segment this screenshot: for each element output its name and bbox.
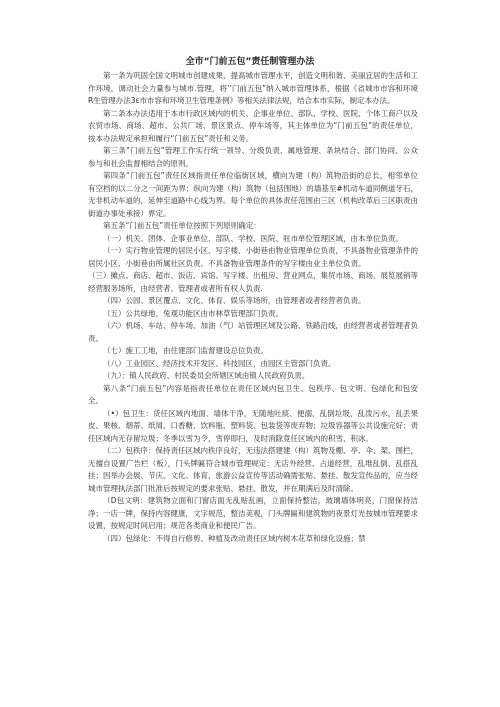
paragraph-item: （六）机场、车站、停车场、加油（气）站管理区域及公路、铁路沿线，由经营者或者管理者负责。 xyxy=(88,321,418,343)
paragraph-item: （五）公共绿地、兔观功能区由市林草管理部门负责。 xyxy=(103,308,283,318)
paragraph-item: （三）摊点、商店、超市、饭店、宾馆、写字楼、出租房、营业网点、集贸市场、商场、展览展销等经营服务场所，由经营者、管理者或者所有权人负责. xyxy=(88,271,418,293)
paragraph-item: （八）工业园区、经济技术开发区、科技园区，由园区主管部门负责。 xyxy=(103,358,336,368)
document-body xyxy=(88,70,418,545)
paragraph-item: （一）机关、团体、企事业单位、部队、学校、医院、驻市单位管理区域，由本单位负责。 xyxy=(103,233,403,243)
paragraph-item-civility: （D包文明：建筑物立面和门窗店面无乱贴乱画，立面保持整洁，玻璃墙体明亮，门窗保持洁净；一店一牌，保持内容健康，文字规范，整洁美观，门头牌匾和建筑物的夜景灯光按城市管理要求设置，按规定时间启用；规范各类商业和便民广告。 xyxy=(88,496,418,530)
paragraph-article-5: 第五条“门前五包”责任单位按照下列原则确定： xyxy=(103,221,261,230)
paragraph-article-2: 第二条本办法适用于本市行政区域内的机关、企事业单位、部队、学校、医院、个体工商户以及农贸市场、商场、超市、公共厂场、景区景点、停车场等，其主体单位为“门前五包”的责任单位，按本办法规定承担和履行“门前五包”责任和义务。 xyxy=(88,108,418,143)
paragraph-item: （九）：镇人民政府、村民委员会所辖区域由镇人民政府负责。 xyxy=(103,371,310,380)
paragraph-article-1: 第一条为巩固全国文明城市创建成果，提高城市管理水平，创造文明和谐、美丽宜居的生活和工作环境，调动社会力量参与城市.管理，将‘’门前五包”纳入城市管理体系，根据《省城市市容和环境R生管理办法3ε市市容和环境卫生管理条例》等相关法律法规，结合本市实际，制定本办法。 xyxy=(88,71,418,105)
paragraph-item-hygiene: （•）包卫生：货任区域内地面、墙体干净，无随地吐痰、便溺，乱倒垃圾、乱泼污水，乱丢果皮、果核、烟蒂、纸屑、口香糖、饮料瓶、塑料袋、包装袋等废弃物；垃圾容器等公共设施完好；责任区域内无存留垃圾；冬季以雪为令，雪停即扫，及时消除竟任区域内的积雪、积冰。 xyxy=(88,408,418,443)
paragraph-item-order: （二）包秩序：保持责任区域内秩序良好，无违法搭建建（构）筑物及棚、亭、伞、架、围栏，无擅自设置广告栏（板），门头牌匾符合城市管理规定：无店外经营、占道经营，乱堆乱倒、乱搭乱挂；因举办会展、节庆、文化、体育、旅游公益宣传等活动确需张贴、悬挂、散发宣传品的，应当经城市管理执法部门批准后按规定的要求张贴、悬挂、散发，并在期满后及时清除。 xyxy=(88,446,418,493)
paragraph-item: （四）公园、景区覆点、文化、体育、娱乐等场所，由管理者或者经营者负责。 xyxy=(103,296,366,305)
document-title: 全市“门前五包”责任制管理办法 xyxy=(185,57,315,67)
paragraph-article-4: 第四条“门前五包”责任区域指责任单位临街区域，横向为建（构）筑物沿街的总长，相邻单位有空档的以二分之一间距为界；纵向为建（构）筑物（包括围地）的墙基至#机动车道同侧道牙石，无非机动车道的，延伸至道路中心线为界。每个单位的具体责任范围由三区（机构改革后三区职责由街道办事处承接）界定。 xyxy=(88,171,418,218)
paragraph-article-8: 第八条“门前五包”内容是指责任单位在责任区域内包卫生、包秩序、包文明、包绿化和包安全。 xyxy=(88,383,418,405)
paragraph-item: （一）实行物业管理的居民小区、写字楼、小街巷由物业管理单位负责，不具备物业管理条件的居民小区、小街巷由所属社区负责。不具备物业管理条件的写字楼由业主单位负责。 xyxy=(88,246,418,268)
paragraph-article-3: 第三条“门前五包”管理工作实行统一领导、分级负责、属地管理、条块结合、部门协同、公众参与和社会监督相结合的原则。 xyxy=(88,146,418,168)
paragraph-item-greening: （四）包绿化：不得自行修剪、种植及改动责任区域内树木花草和绿化设施；禁 xyxy=(103,533,366,543)
paragraph-item: （七）施工工地，由住建部门监督建设总位负责。 xyxy=(103,346,268,355)
